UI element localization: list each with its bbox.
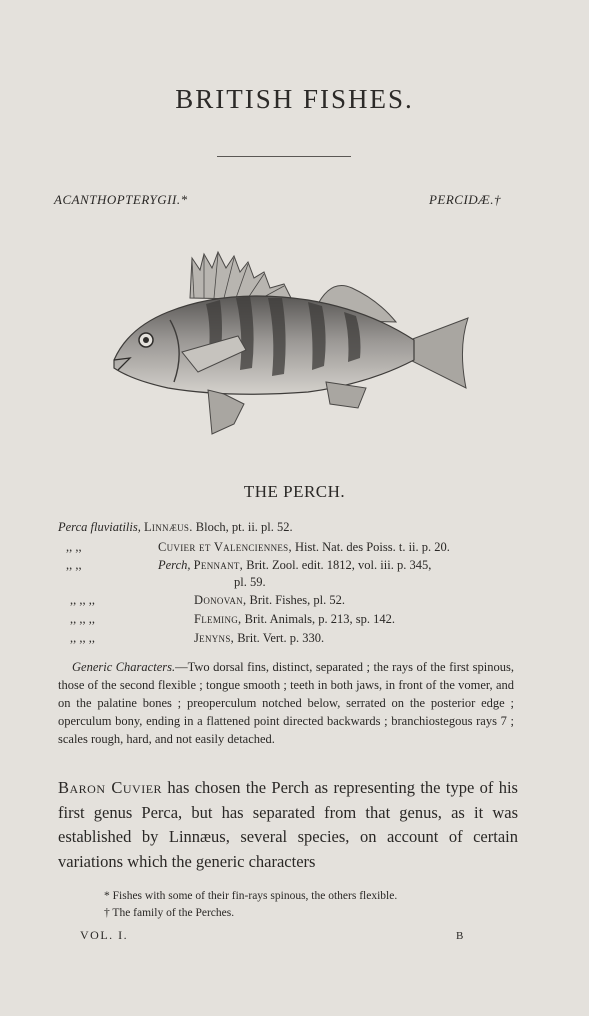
title-rule — [217, 156, 351, 157]
generic-text: —Two dorsal fins, distinct, separated ; the rays of the first spinous, those of the second flexible ; tongue smooth ; teeth in both jaws, in front of the vomer, and on the palatine bones ; preoperculum notched below, serrated on the posterior edge ; operculum bony, ending in a flattened point directed backwards ; branchiostegous rays 7 ; scales rough, hard, and not easily detached. — [58, 660, 514, 746]
synonym-line — [58, 593, 528, 608]
synonym-name: Cuvier et Valenciennes, — [158, 540, 292, 554]
synonym-line — [58, 540, 528, 555]
lead-words: Baron Cuvier — [58, 778, 163, 797]
footnote: * Fishes with some of their fin-rays spinous, the others flexible. — [104, 890, 398, 902]
synonym-name: Jenyns, — [194, 631, 235, 645]
synonym-line — [58, 612, 528, 627]
synonym-ref: Brit. Vert. p. 330. — [234, 631, 325, 645]
synonym-ref: pl. 59. — [234, 575, 266, 589]
page-title: BRITISH FISHES. — [175, 84, 414, 114]
perch-illustration — [108, 248, 478, 438]
ditto-marks: ,, ,, ,, — [70, 593, 95, 607]
synonym-ref: Hist. Nat. des Poiss. t. ii. p. 20. — [291, 540, 450, 554]
synonym-ref: Brit. Zool. edit. 1812, vol. iii. p. 345, — [243, 558, 432, 572]
footnote: † The family of the Perches. — [104, 907, 235, 919]
volume-signature: VOL. I. — [80, 928, 129, 942]
synonym-ref: Brit. Animals, p. 213, sp. 142. — [241, 612, 395, 626]
ditto-marks: ,, ,, — [66, 558, 82, 572]
synonym-line — [58, 575, 528, 590]
family-heading: PERCIDÆ.† — [428, 192, 501, 207]
synonym-authority: Perca fluviatilis, — [58, 520, 144, 534]
signature-mark: B — [456, 930, 464, 942]
synonym-name: Donovan, — [194, 593, 247, 607]
synonym-line — [58, 631, 528, 646]
ditto-marks: ,, ,, — [66, 540, 82, 554]
generic-label: Generic Characters. — [72, 660, 176, 674]
ditto-marks: ,, ,, ,, — [70, 612, 95, 626]
body-paragraph — [58, 776, 518, 874]
synonym-line — [58, 558, 528, 573]
synonym-ref: Brit. Fishes, pl. 52. — [246, 593, 346, 607]
synonym-name: Fleming, — [194, 612, 242, 626]
order-heading: ACANTHOPTERYGII.* — [54, 192, 188, 207]
synonym-name: Pennant, — [193, 558, 244, 572]
generic-characters — [58, 658, 514, 748]
species-heading: THE PERCH. — [243, 482, 346, 501]
synonym-authority: Perch, — [158, 558, 194, 572]
body-text: has chosen the Perch as representing the type of his first genus Perca, but has separated from that genus, as it was established by Linnæus, several species, on account of certain variations which the generic characters — [58, 778, 518, 871]
synonym-line — [58, 520, 528, 535]
synonym-name: Linnæus. — [143, 520, 193, 534]
synonym-ref: Bloch, pt. ii. pl. 52. — [192, 520, 293, 534]
ditto-marks: ,, ,, ,, — [70, 631, 95, 645]
